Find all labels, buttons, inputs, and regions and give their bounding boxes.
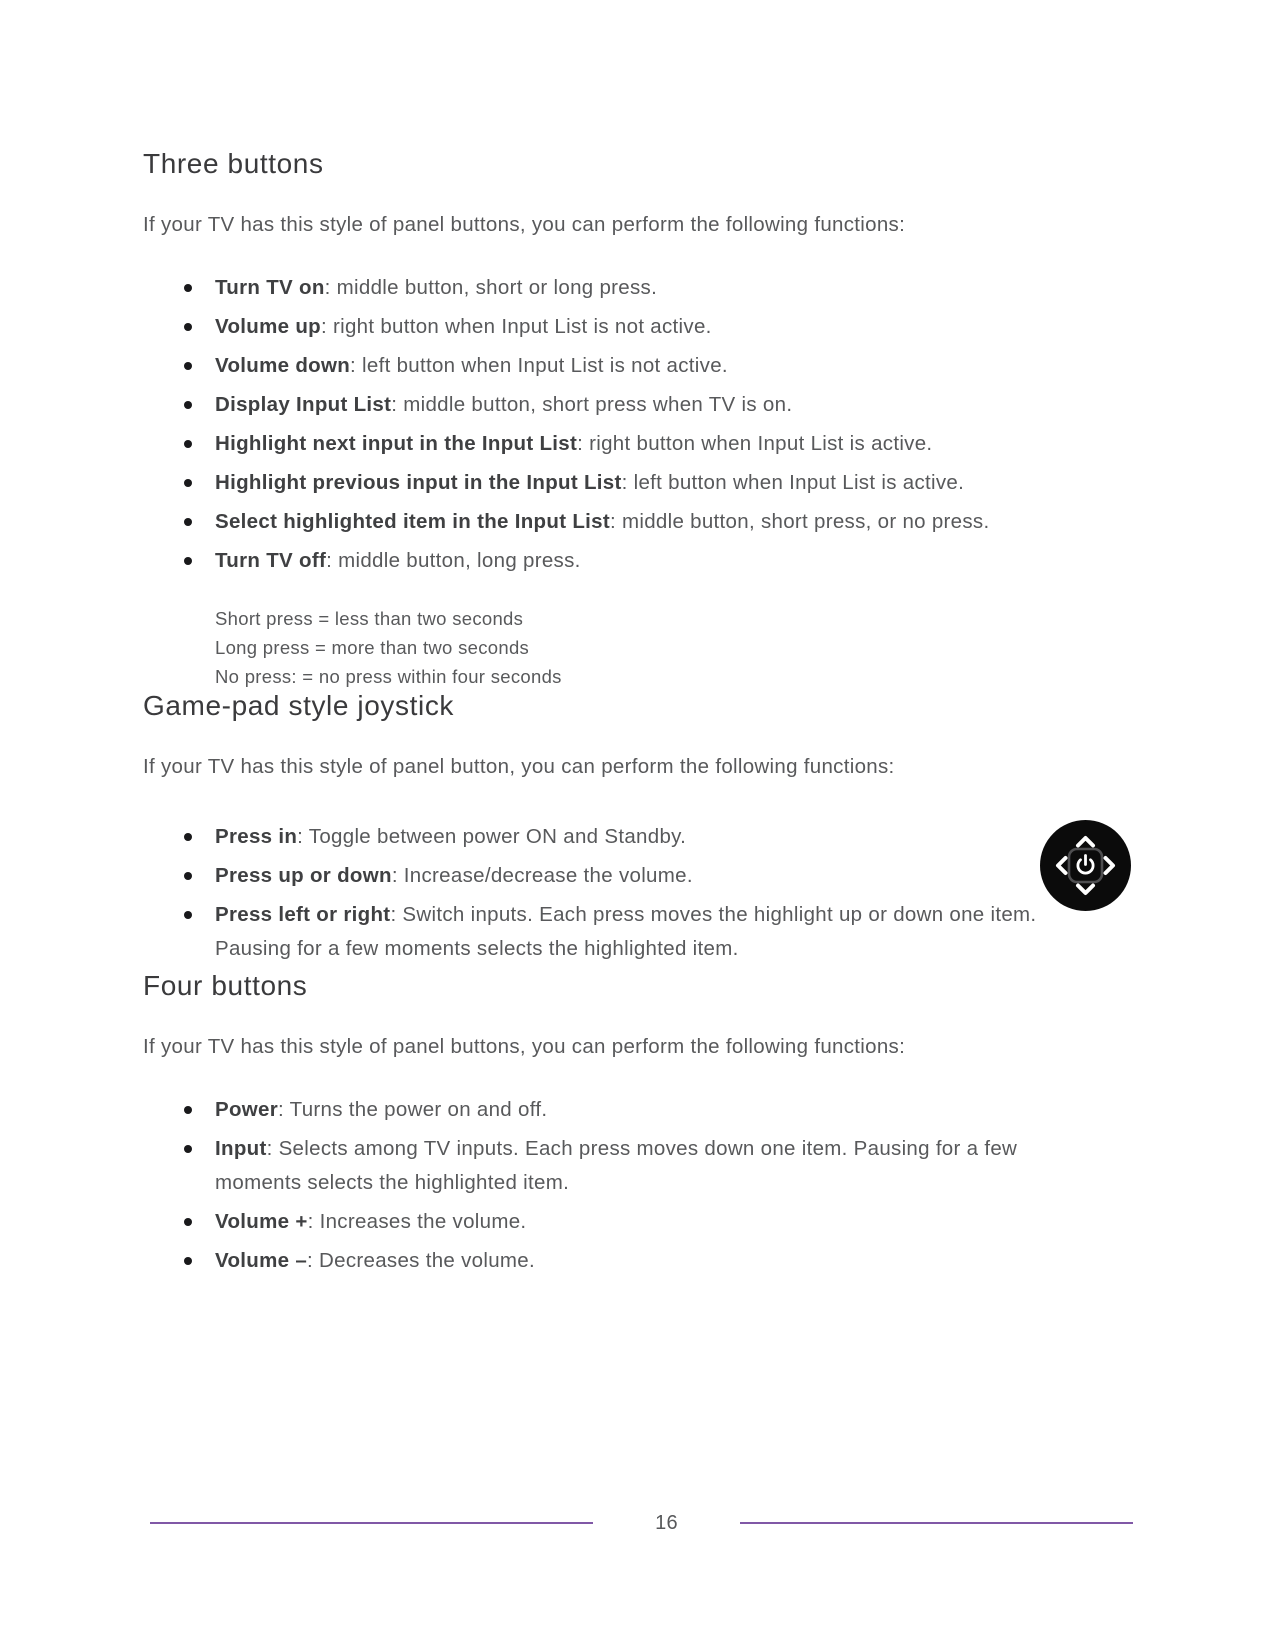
bullet-text: : Decreases the volume. [307, 1249, 535, 1272]
bullet-lead: Press up or down [215, 864, 392, 887]
note-line: Long press = more than two seconds [215, 637, 530, 658]
note-line: Short press = less than two seconds [215, 608, 524, 629]
section-three-buttons [143, 149, 1073, 691]
bullet-lead: Volume – [215, 1249, 308, 1272]
section-four-buttons [143, 971, 1073, 1278]
bullet-text: : Toggle between power ON and Standby. [297, 825, 687, 848]
bullet-lead: Volume + [215, 1210, 308, 1233]
bullet-lead: Input [215, 1137, 267, 1160]
list-item [143, 271, 1073, 305]
press-duration-notes [143, 604, 1073, 691]
bullet-lead: Press left or right [215, 903, 391, 926]
list-item [143, 388, 1073, 422]
bullet-text: : right button when Input List is not active. [320, 315, 712, 338]
bullet-lead: Volume up [215, 315, 321, 338]
bullet-text: : middle button, short press when TV is on. [391, 393, 793, 416]
bullet-text: : Selects among TV inputs. Each press moves down one item. Pausing for a few moments selects the highlighted item. [215, 1137, 1018, 1194]
bullet-text: : Turns the power on and off. [278, 1098, 548, 1121]
bullet-lead: Volume down [215, 354, 351, 377]
page-footer [150, 1505, 1133, 1541]
list-item [143, 1244, 1073, 1278]
list-item [143, 820, 1073, 854]
list-item [143, 544, 1073, 578]
list-item [143, 1205, 1073, 1239]
note-line: No press: = no press within four seconds [215, 666, 562, 687]
bullet-lead: Highlight next input in the Input List [215, 432, 578, 455]
joystick-icon [1040, 820, 1131, 911]
bullet-text: : Increase/decrease the volume. [391, 864, 693, 887]
list-item [143, 1132, 1073, 1200]
section-intro: If your TV has this style of panel buttons, you can perform the following functions: [143, 1035, 906, 1058]
bullet-lead: Select highlighted item in the Input List [215, 510, 610, 533]
list-item [143, 859, 1073, 893]
bullet-list [143, 271, 1073, 578]
list-item [143, 1093, 1073, 1127]
bullet-list [143, 820, 1073, 966]
footer-rule-left [150, 1522, 593, 1524]
bullet-lead: Highlight previous input in the Input List [215, 471, 622, 494]
list-item [143, 466, 1073, 500]
joystick-icon-svg [1040, 820, 1131, 911]
bullet-text: : Increases the volume. [307, 1210, 527, 1233]
bullet-list [143, 1093, 1073, 1278]
bullet-text: : right button when Input List is active. [577, 432, 933, 455]
list-item [143, 898, 1073, 966]
section-heading: Three buttons [143, 148, 324, 179]
bullet-text: : Switch inputs. Each press moves the highlight up or down one item. Pausing for a few moments selects the highlighted item. [215, 903, 1037, 960]
bullet-lead: Power [215, 1098, 279, 1121]
list-item [143, 505, 1073, 539]
section-gamepad-joystick [143, 691, 1073, 966]
bullet-text: : middle button, long press. [326, 549, 581, 572]
bullet-lead: Turn TV off [215, 549, 327, 572]
bullet-lead: Press in [215, 825, 298, 848]
page-number: 16 [655, 1511, 678, 1534]
bullet-text: : middle button, short or long press. [324, 276, 658, 299]
bullet-text: : left button when Input List is not active. [350, 354, 728, 377]
section-intro: If your TV has this style of panel buttons, you can perform the following functions: [143, 213, 906, 236]
list-item [143, 310, 1073, 344]
section-heading: Game-pad style joystick [143, 690, 455, 721]
section-intro: If your TV has this style of panel button, you can perform the following functions: [143, 755, 895, 778]
page-content [143, 149, 1073, 1283]
list-item [143, 427, 1073, 461]
bullet-text: : left button when Input List is active. [621, 471, 965, 494]
list-item [143, 349, 1073, 383]
bullet-text: : middle button, short press, or no press. [609, 510, 990, 533]
footer-rule-right [740, 1522, 1133, 1524]
bullet-lead: Display Input List [215, 393, 392, 416]
bullet-lead: Turn TV on [215, 276, 325, 299]
section-heading: Four buttons [143, 970, 308, 1001]
